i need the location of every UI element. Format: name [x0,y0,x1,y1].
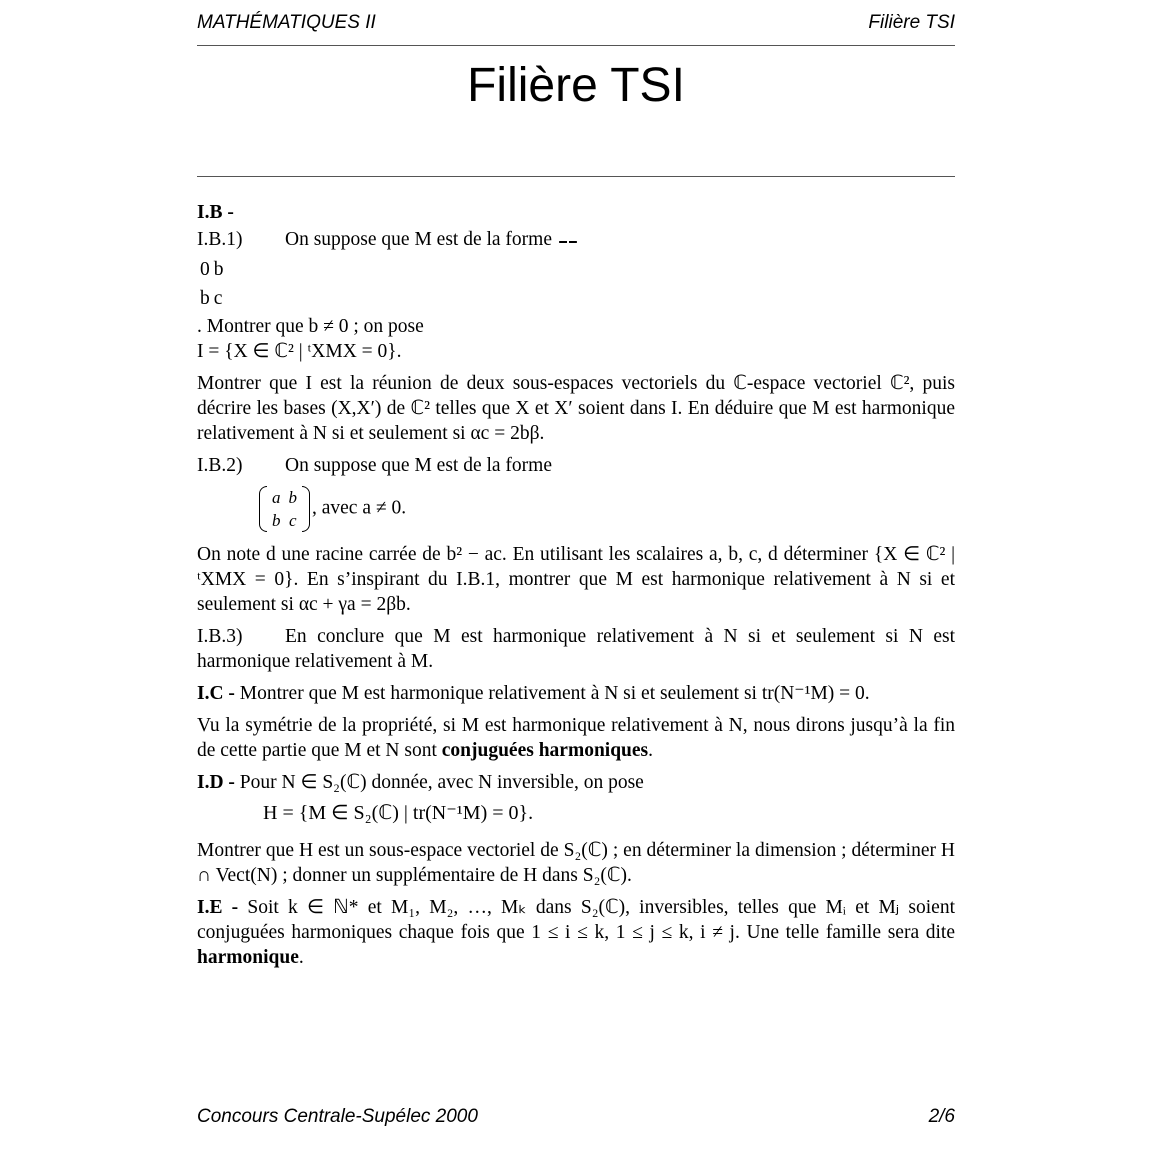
section-heading-ib: I.B - [197,202,234,223]
label-id: I.D - [197,772,235,793]
question-ib3: I.B.3) En conclure que M est harmonique relativement à N si et seulement si N est harmonique relativement à M. [197,626,955,672]
header-rule [197,45,955,46]
question-id: I.D - Pour N ∈ S₂(ℂ) donnée, avec N inversible, on pose [197,772,644,793]
label-ib2: I.B.2) [197,455,243,476]
question-ic: I.C - Montrer que M est harmonique relativement à N si et seulement si tr(N⁻¹M) = 0. [197,683,870,704]
question-ib2: I.B.2) On suppose que M est de la forme [197,455,552,476]
matrix-ib2-display: a b b c , avec a ≠ 0. [257,486,955,532]
paragraph-ib1-2: Montrer que I est la réunion de deux sous-espaces vectoriels du ℂ-espace vectoriel ℂ², puis décrire les bases (X,X′) de ℂ² telles que X et X′ soient dans I. En déduire que M est harmonique relativement à N si et seulement si αc = 2bβ. [197,373,955,444]
paragraph-ic-2: Vu la symétrie de la propriété, si M est harmonique relativement à N, nous dirons jusqu’à la fin de cette partie que M et N sont conjuguées harmoniques. [197,715,955,761]
page-number: 2/6 [928,1106,955,1127]
page-title: Filière TSI [467,59,685,112]
matrix-ib2: a b b c [259,486,310,532]
term-conjuguees: conjuguées harmoniques [441,740,649,761]
label-ic: I.C - [197,683,235,704]
running-header [197,12,955,36]
label-ib3: I.B.3) [197,626,243,647]
header-right: Filière TSI [868,12,955,33]
label-ib1: I.B.1) [197,229,243,250]
header-left: MATHÉMATIQUES II [197,12,376,33]
paragraph-id-2: Montrer que H est un sous-espace vectoriel de S₂(ℂ) ; en déterminer la dimension ; déterminer H ∩ Vect(N) ; donner un supplémentaire de H dans S₂(ℂ). [197,840,955,886]
definition-i: I = {X ∈ ℂ² | ᵗXMX = 0}. [197,341,402,362]
label-ie: I.E - [197,897,239,918]
footer-left: Concours Centrale-Supélec 2000 [197,1106,478,1127]
document-body: I.B - I.B.1) On suppose que M est de la forme 0 b b c . Montrer que b ≠ 0 ; on pose I = {X ∈ ℂ² | ᵗXMX = 0}. Montrer que I est la réunion de deux sous-espaces vectoriels du ℂ-espace vectoriel ℂ², puis décrire les bases (X,X′) de ℂ² telles que X et X′ soient dans I. En déduire que M est harmonique relativement à N si et seulement si αc = 2bβ. I.B.2) On suppose que M est de la forme a b b c , avec a ≠ 0. On note d une racine carrée de b² − ac. En utilisant les scalaires a, b, c, d déterminer {X ∈ ℂ² | ᵗXMX = 0}. En s’inspirant du I.B.1, montrer que M est harmonique relativement à N si et seulement si αc + γa = 2βb. I.B.3) En conclure que M est harmonique relativement à N si et seulement si N est harmonique relativement à M. I.C - Montrer que M est harmonique relativement à N si et seulement si tr(N⁻¹M) = 0. Vu la symétrie de la propriété, si M est harmonique relativement à N, nous dirons jusqu’à la fin de cette partie que M et N sont conjuguées harmoniques. I.D - Pour N ∈ S₂(ℂ) donnée, avec N inversible, on pose H = {M ∈ S₂(ℂ) | tr(N⁻¹M) = 0}. Montrer que H est un sous-espace vectoriel de S₂(ℂ) ; en déterminer la dimension ; déterminer H ∩ Vect(N) ; donner un supplémentaire de H dans S₂(ℂ). I.E - Soit k ∈ ℕ* et M₁, M₂, …, Mₖ dans S₂(ℂ), inversibles, telles que Mᵢ et Mⱼ soient conjuguées harmoniques chaque fois que 1 ≤ i ≤ k, 1 ≤ j ≤ k, i ≠ j. Une telle famille sera dite harmonique. [197,202,956,968]
running-footer [197,1106,955,1130]
question-ie: I.E - Soit k ∈ ℕ* et M₁, M₂, …, Mₖ dans S₂(ℂ), inversibles, telles que Mᵢ et Mⱼ soient conjuguées harmoniques chaque fois que 1 ≤ i ≤ k, 1 ≤ j ≤ k, i ≠ j. Une telle famille sera dite harmonique. [197,897,956,968]
definition-h: H = {M ∈ S₂(ℂ) | tr(N⁻¹M) = 0}. [263,802,534,824]
question-ib1: I.B.1) On suppose que M est de la forme [197,229,552,250]
term-harmonique: harmonique [197,947,299,968]
paragraph-ib2-2: On note d une racine carrée de b² − ac. En utilisant les scalaires a, b, c, d déterminer {X ∈ ℂ² | ᵗXMX = 0}. En s’inspirant du I.B.1, montrer que M est harmonique relativement à N si et seulement si αc + γa = 2βb. [197,544,955,615]
title-rule [197,176,955,177]
